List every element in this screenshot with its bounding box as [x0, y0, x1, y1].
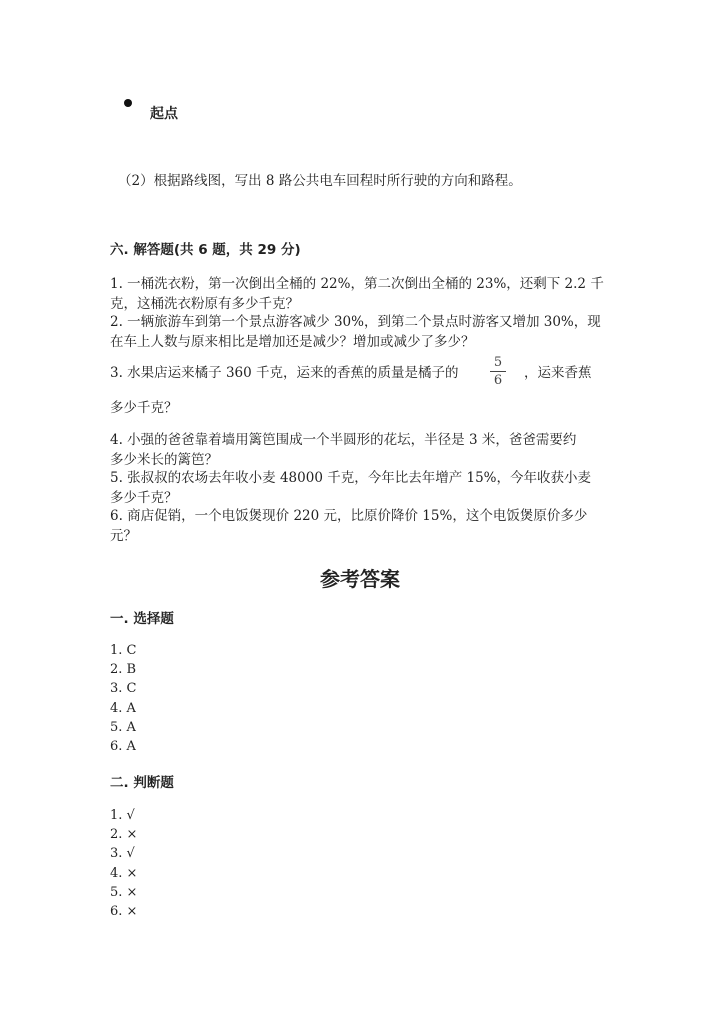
answers-section-2-heading: 二. 判断题: [110, 775, 174, 791]
fraction-numerator: 5: [493, 355, 503, 370]
map-start-dot: [124, 99, 132, 107]
question-3-fraction: [490, 355, 506, 388]
question-1: [110, 274, 620, 314]
sub-question-2: （2）根据路线图，写出 8 路公共电车回程时所行驶的方向和路程。: [118, 173, 522, 189]
question-4-line-2: 多少米长的篱笆？: [110, 452, 218, 468]
question-5: [110, 468, 620, 508]
answer-item: 4. A: [110, 700, 136, 716]
question-6: [110, 506, 620, 546]
question-5-line-2: 多少千克？: [110, 490, 178, 506]
question-1-line-2: 克，这桶洗衣粉原有多少千克？: [110, 296, 299, 312]
map-start-label: 起点: [150, 106, 178, 122]
question-2-line-1: 2. 一辆旅游车到第一个景点游客减少 30%，到第二个景点时游客又增加 30%，现: [110, 314, 601, 330]
answer-item: 2. B: [110, 662, 137, 678]
answer-item: 1. √: [110, 808, 135, 823]
question-3-tail: ，运来香蕉: [524, 365, 592, 381]
answers-section-1-list: [110, 641, 136, 756]
section-6-heading: 六. 解答题(共 6 题，共 29 分): [110, 242, 301, 258]
question-3-line-2: 多少千克？: [110, 400, 178, 416]
fraction-denominator: 6: [493, 373, 503, 388]
answer-item: 5. A: [110, 719, 136, 735]
answers-section-2-list: [110, 806, 137, 921]
answer-item: 6. A: [110, 738, 136, 754]
question-6-line-1: 6. 商店促销，一个电饭煲现价 220 元，比原价降价 15%，这个电饭煲原价多少: [110, 508, 588, 524]
answer-item: 2. ×: [110, 827, 138, 843]
answer-item: 3. C: [110, 681, 137, 697]
question-6-line-2: 元？: [110, 528, 137, 544]
answers-title: 参考答案: [320, 567, 400, 591]
question-4: [110, 430, 620, 470]
answers-section-1-heading: 一. 选择题: [110, 611, 174, 627]
question-3-line-1: 3. 水果店运来橘子 360 千克，运来的香蕉的质量是橘子的: [110, 365, 459, 381]
question-5-line-1: 5. 张叔叔的农场去年收小麦 48000 千克，今年比去年增产 15%，今年收获小麦: [110, 470, 591, 486]
question-2-line-2: 在车上人数与原来相比是增加还是减少？增加或减少了多少？: [110, 334, 475, 350]
question-2: [110, 312, 620, 352]
fraction-bar: [490, 371, 506, 372]
question-1-line-1: 1. 一桶洗衣粉，第一次倒出全桶的 22%，第二次倒出全桶的 23%，还剩下 2.2 千: [110, 276, 604, 292]
answer-item: 3. √: [110, 846, 135, 862]
question-4-line-1: 4. 小强的爸爸靠着墙用篱笆围成一个半圆形的花坛，半径是 3 米，爸爸需要约: [110, 432, 577, 448]
answer-item: 1. C: [110, 643, 137, 658]
answer-item: 6. ×: [110, 903, 138, 919]
answer-item: 4. ×: [110, 865, 138, 881]
answer-item: 5. ×: [110, 884, 138, 900]
